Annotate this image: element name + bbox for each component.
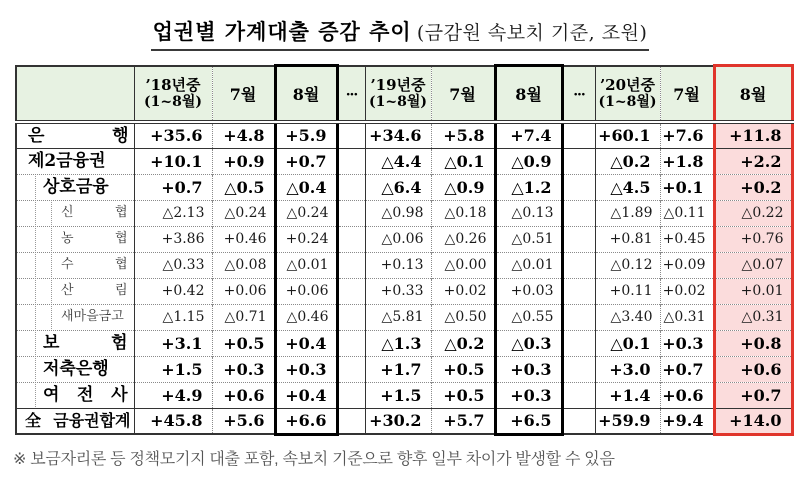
table-cell: △0.12 — [595, 252, 660, 278]
table-cell: +35.6 — [134, 122, 212, 149]
table-cell: +0.5 — [431, 356, 495, 382]
table-cell: △0.24 — [275, 200, 337, 226]
table-cell: +0.09 — [660, 252, 714, 278]
table-cell: △0.71 — [212, 304, 275, 330]
table-row-savings-bank — [16, 356, 792, 382]
ellipsis-cell — [337, 356, 365, 382]
row-label: 저축은행 — [16, 356, 134, 382]
table-cell: +0.02 — [431, 278, 495, 304]
table-cell: △0.1 — [595, 330, 660, 356]
loan-table — [15, 64, 794, 436]
table-cell: △0.5 — [212, 174, 275, 200]
table-cell: +34.6 — [365, 122, 431, 149]
table-cell: +0.45 — [660, 226, 714, 252]
table-cell: △4.4 — [365, 148, 431, 174]
table-cell: +7.4 — [495, 122, 562, 149]
row-label: 수 협 — [16, 252, 134, 278]
ellipsis-cell — [562, 382, 595, 408]
col-header-2019-ytd: ’19년중 (1~8월) — [365, 66, 431, 122]
row-label: 여 전 사 — [16, 382, 134, 408]
ellipsis-cell — [337, 174, 365, 200]
table-row-suhyup — [16, 252, 792, 278]
row-label: 상호금융 — [16, 174, 134, 200]
table-cell: +0.9 — [212, 148, 275, 174]
table-cell: +5.9 — [275, 122, 337, 149]
ellipsis-cell — [337, 408, 365, 434]
table-cell: +0.33 — [365, 278, 431, 304]
ellipsis-cell — [337, 304, 365, 330]
table-cell: +0.42 — [134, 278, 212, 304]
table-cell: +59.9 — [595, 408, 660, 434]
table-cell: +30.2 — [365, 408, 431, 434]
table-cell: +0.81 — [595, 226, 660, 252]
col-header-2019-aug: 8월 — [495, 66, 562, 122]
table-cell: △0.13 — [495, 200, 562, 226]
table-cell: +3.86 — [134, 226, 212, 252]
table-cell: △0.4 — [275, 174, 337, 200]
title-main: 업권별 가계대출 증감 추이 — [152, 19, 412, 44]
table-cell: +1.7 — [365, 356, 431, 382]
table-cell: △1.2 — [495, 174, 562, 200]
table-cell: +9.4 — [660, 408, 714, 434]
table-cell: +60.1 — [595, 122, 660, 149]
table-cell: +0.06 — [212, 278, 275, 304]
table-cell: △0.18 — [431, 200, 495, 226]
table-row-credit-union — [16, 200, 792, 226]
table-cell: △0.46 — [275, 304, 337, 330]
ellipsis-cell — [562, 278, 595, 304]
table-cell: △1.89 — [595, 200, 660, 226]
page-title — [0, 16, 800, 51]
table-cell-highlight: △0.22 — [714, 200, 792, 226]
table-cell-highlight: +0.2 — [714, 174, 792, 200]
table-cell: △0.06 — [365, 226, 431, 252]
table-cell: △5.81 — [365, 304, 431, 330]
table-cell: △3.40 — [595, 304, 660, 330]
ellipsis-cell — [562, 148, 595, 174]
table-cell: +0.1 — [660, 174, 714, 200]
table-cell: +3.0 — [595, 356, 660, 382]
table-row-insurance — [16, 330, 792, 356]
table-cell: +0.11 — [595, 278, 660, 304]
ellipsis-cell — [562, 330, 595, 356]
table-row-credit-finance — [16, 382, 792, 408]
table-cell: +4.9 — [134, 382, 212, 408]
table-cell: +0.02 — [660, 278, 714, 304]
title-sub: (금감원 속보치 기준, 조원) — [416, 22, 648, 44]
table-cell: △0.00 — [431, 252, 495, 278]
table-cell: +1.5 — [134, 356, 212, 382]
table-cell: +0.6 — [660, 382, 714, 408]
ellipsis-header: ··· — [562, 66, 595, 122]
table-cell: △2.13 — [134, 200, 212, 226]
row-label: 신 협 — [16, 200, 134, 226]
table-cell-highlight: +14.0 — [714, 408, 792, 434]
table-cell: △0.24 — [212, 200, 275, 226]
table-cell: +0.3 — [495, 382, 562, 408]
ellipsis-cell — [562, 200, 595, 226]
table-cell: +0.24 — [275, 226, 337, 252]
col-header-2018-aug: 8월 — [275, 66, 337, 122]
col-header-2020-jul: 7월 — [660, 66, 714, 122]
ellipsis-cell — [337, 278, 365, 304]
table-cell: △0.2 — [431, 330, 495, 356]
row-label: 새마을금고 — [16, 304, 134, 330]
table-cell-highlight: +0.8 — [714, 330, 792, 356]
corner-header — [16, 66, 134, 122]
ellipsis-cell — [337, 226, 365, 252]
col-header-2020-aug-highlight: 8월 — [714, 66, 792, 122]
ellipsis-cell — [337, 252, 365, 278]
table-cell: △0.01 — [275, 252, 337, 278]
table-cell: +0.5 — [212, 330, 275, 356]
table-cell-highlight: +11.8 — [714, 122, 792, 149]
table-cell: +0.5 — [431, 382, 495, 408]
table-cell-highlight: △0.07 — [714, 252, 792, 278]
table-cell: +3.1 — [134, 330, 212, 356]
table-cell: +45.8 — [134, 408, 212, 434]
table-row-nonghyup — [16, 226, 792, 252]
table-cell-highlight: +0.01 — [714, 278, 792, 304]
header-row — [16, 66, 792, 122]
ellipsis-cell — [562, 122, 595, 149]
table-cell: △0.01 — [495, 252, 562, 278]
ellipsis-cell — [562, 174, 595, 200]
table-cell: +0.4 — [275, 330, 337, 356]
ellipsis-cell — [562, 304, 595, 330]
ellipsis-cell — [562, 356, 595, 382]
table-row-forestry — [16, 278, 792, 304]
table-row-saemaul — [16, 304, 792, 330]
table-cell: +5.6 — [212, 408, 275, 434]
table-row-bank — [16, 122, 792, 149]
table-cell: △0.31 — [660, 304, 714, 330]
table-cell: +0.7 — [134, 174, 212, 200]
table-cell: △0.9 — [431, 174, 495, 200]
row-label: 은 행 — [16, 122, 134, 149]
table-cell: +4.8 — [212, 122, 275, 149]
ellipsis-cell — [337, 122, 365, 149]
table-cell: △0.3 — [495, 330, 562, 356]
table-cell: △6.4 — [365, 174, 431, 200]
table-cell-highlight: △0.31 — [714, 304, 792, 330]
table-cell: △0.08 — [212, 252, 275, 278]
table-cell: +0.4 — [275, 382, 337, 408]
table-cell-highlight: +2.2 — [714, 148, 792, 174]
table-cell: +7.6 — [660, 122, 714, 149]
table-row-mutual-finance — [16, 174, 792, 200]
table-cell: +0.13 — [365, 252, 431, 278]
ellipsis-header: ··· — [337, 66, 365, 122]
table-cell: +0.03 — [495, 278, 562, 304]
table-cell: △0.1 — [431, 148, 495, 174]
table-cell: △0.50 — [431, 304, 495, 330]
table-cell: △1.3 — [365, 330, 431, 356]
footnote: ※ 보금자리론 등 정책모기지 대출 포함, 속보치 기준으로 향후 일부 차이가 발생할 수 있음 — [13, 450, 615, 468]
table-cell: △0.2 — [595, 148, 660, 174]
table-cell: +0.3 — [212, 356, 275, 382]
table-cell: +1.4 — [595, 382, 660, 408]
ellipsis-cell — [562, 408, 595, 434]
table-cell: +1.8 — [660, 148, 714, 174]
table-cell: +5.8 — [431, 122, 495, 149]
ellipsis-cell — [337, 148, 365, 174]
col-header-2019-jul: 7월 — [431, 66, 495, 122]
table-cell: +1.5 — [365, 382, 431, 408]
table-cell: +10.1 — [134, 148, 212, 174]
row-label: 全금융권합계 — [16, 408, 134, 434]
table-cell: △4.5 — [595, 174, 660, 200]
row-label: 농 협 — [16, 226, 134, 252]
ellipsis-cell — [337, 382, 365, 408]
col-header-2018-jul: 7월 — [212, 66, 275, 122]
row-label: 보 험 — [16, 330, 134, 356]
ellipsis-cell — [337, 200, 365, 226]
col-header-2020-ytd: ’20년중 (1~8월) — [595, 66, 660, 122]
table-cell: △0.9 — [495, 148, 562, 174]
table-cell: △0.26 — [431, 226, 495, 252]
table-cell: +5.7 — [431, 408, 495, 434]
table-cell: +6.5 — [495, 408, 562, 434]
table-cell: △0.98 — [365, 200, 431, 226]
table-cell-highlight: +0.6 — [714, 356, 792, 382]
table-cell: +0.7 — [275, 148, 337, 174]
table-cell-highlight: +0.7 — [714, 382, 792, 408]
table-cell: △0.51 — [495, 226, 562, 252]
table-row-total — [16, 408, 792, 434]
row-label: 산 림 — [16, 278, 134, 304]
table-row-secondary-sector — [16, 148, 792, 174]
table-cell: △0.33 — [134, 252, 212, 278]
col-header-2018-ytd: ’18년중 (1~8월) — [134, 66, 212, 122]
ellipsis-cell — [562, 252, 595, 278]
table-cell: +0.6 — [212, 382, 275, 408]
row-label: 제2금융권 — [16, 148, 134, 174]
table-cell-highlight: +0.76 — [714, 226, 792, 252]
table-cell: +0.3 — [275, 356, 337, 382]
table-cell: +6.6 — [275, 408, 337, 434]
table-cell: +0.7 — [660, 356, 714, 382]
table-cell: +0.46 — [212, 226, 275, 252]
table-cell: +0.3 — [495, 356, 562, 382]
table-cell: △1.15 — [134, 304, 212, 330]
table-cell: +0.3 — [660, 330, 714, 356]
table-cell: +0.06 — [275, 278, 337, 304]
table-cell: △0.55 — [495, 304, 562, 330]
ellipsis-cell — [562, 226, 595, 252]
ellipsis-cell — [337, 330, 365, 356]
table-cell: △0.11 — [660, 200, 714, 226]
